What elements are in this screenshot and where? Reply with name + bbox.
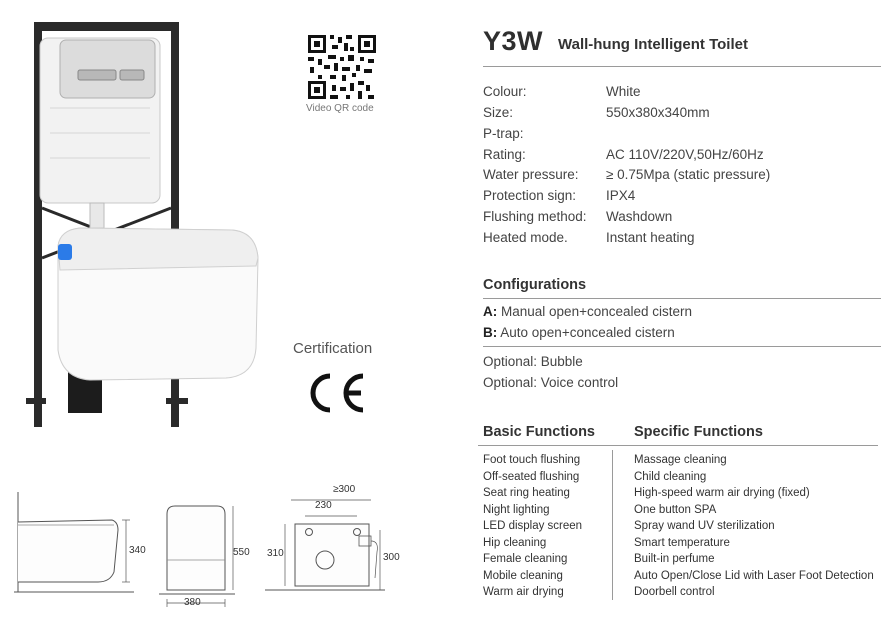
- spec-label: Colour:: [483, 84, 527, 99]
- spec-value: IPX4: [606, 188, 636, 203]
- functions-divider: [478, 445, 878, 446]
- basic-function-item: Foot touch flushing: [483, 454, 581, 466]
- basic-function-item: Night lighting: [483, 503, 550, 516]
- certification-label: Certification: [293, 340, 373, 357]
- ce-mark-icon: [305, 372, 367, 414]
- spec-value: White: [606, 84, 641, 99]
- basic-function-item: Seat ring heating: [483, 487, 570, 499]
- basic-function-item: Female cleaning: [483, 553, 568, 565]
- qr-code-icon: [306, 33, 378, 101]
- configuration-text: Manual open+concealed cistern: [501, 304, 693, 319]
- spec-label: P-trap:: [483, 126, 524, 141]
- spec-label: Flushing method:: [483, 209, 587, 224]
- spec-label: Size:: [483, 105, 514, 120]
- rear-top-label: ≥300: [333, 484, 356, 495]
- configurations-heading: Configurations: [483, 277, 587, 293]
- basic-function-item: Warm air drying: [483, 586, 564, 598]
- optional-item: Optional: Voice control: [483, 375, 619, 390]
- rear-view-drawing: [265, 490, 410, 600]
- basic-function-item: Off-seated flushing: [483, 470, 580, 483]
- spec-label: Rating:: [483, 147, 526, 162]
- title-divider: [483, 66, 881, 67]
- basic-function-item: Mobile cleaning: [483, 569, 563, 582]
- spec-value: ≥ 0.75Mpa (static pressure): [606, 167, 771, 182]
- optional-item: Optional: Bubble: [483, 354, 583, 369]
- configuration-item: [483, 325, 675, 340]
- specific-function-item: Auto Open/Close Lid with Laser Foot Detection: [634, 569, 874, 582]
- specific-function-item: High-speed warm air drying (fixed): [634, 487, 810, 499]
- configuration-key: B:: [483, 325, 498, 340]
- specific-function-item: Built-in perfume: [634, 553, 715, 565]
- specific-function-item: Doorbell control: [634, 586, 715, 598]
- specific-function-item: Smart temperature: [634, 536, 730, 549]
- spec-label: Water pressure:: [483, 167, 579, 182]
- front-width-label: 380: [184, 597, 201, 608]
- specific-function-item: One button SPA: [634, 503, 717, 516]
- spec-label: Heated mode.: [483, 230, 568, 245]
- side-height-label: 340: [129, 545, 146, 556]
- qr-caption: Video QR code: [306, 103, 374, 114]
- spec-value: Instant heating: [606, 230, 695, 245]
- basic-function-item: Hip cleaning: [483, 536, 547, 549]
- configurations-divider: [483, 298, 881, 299]
- spec-value: Washdown: [606, 209, 673, 224]
- product-subtitle: Wall-hung Intelligent Toilet: [558, 36, 748, 53]
- product-image: [20, 18, 270, 433]
- specific-function-item: Child cleaning: [634, 470, 707, 483]
- front-height-label: 550: [233, 547, 250, 558]
- spec-label: Protection sign:: [483, 188, 577, 203]
- spec-value: 550x380x340mm: [606, 105, 710, 120]
- configuration-item: [483, 304, 692, 319]
- model-name: Y3W: [483, 26, 544, 56]
- specific-functions-heading: Specific Functions: [634, 424, 763, 440]
- basic-functions-heading: Basic Functions: [483, 424, 595, 440]
- spec-value: AC 110V/220V,50Hz/60Hz: [606, 147, 764, 162]
- configuration-text: Auto open+concealed cistern: [500, 325, 675, 340]
- basic-function-item: LED display screen: [483, 520, 583, 532]
- functions-column-divider: [612, 450, 613, 600]
- specific-function-item: Spray wand UV sterilization: [634, 520, 775, 532]
- configuration-key: A:: [483, 304, 498, 319]
- rear-inner-label: 230: [315, 500, 332, 511]
- rear-height-right-label: 300: [383, 552, 400, 563]
- rear-height-left-label: 310: [267, 548, 284, 559]
- optional-divider: [483, 346, 881, 347]
- specific-function-item: Massage cleaning: [634, 454, 727, 466]
